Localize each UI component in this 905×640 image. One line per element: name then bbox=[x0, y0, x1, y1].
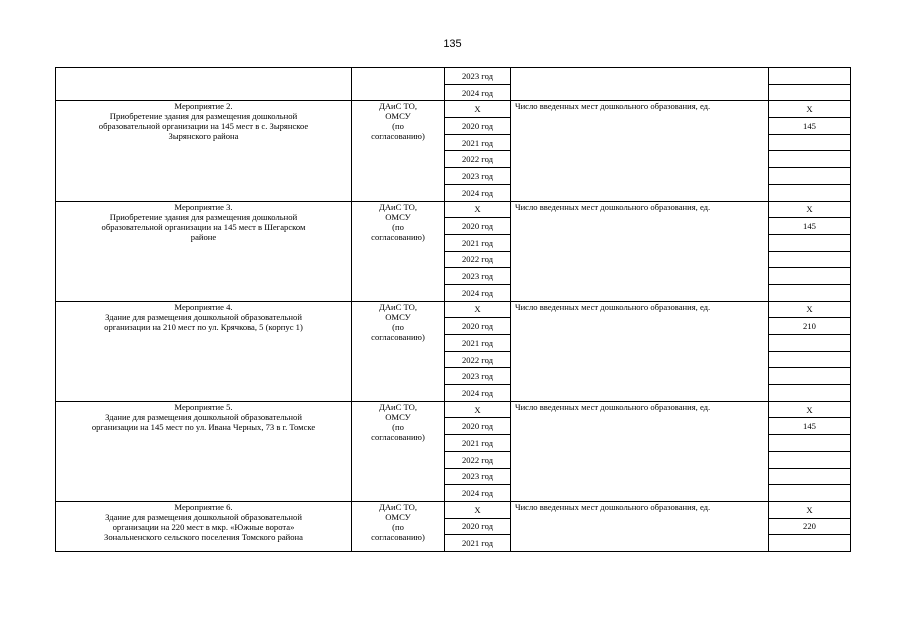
table-row bbox=[56, 301, 851, 318]
value-cell bbox=[769, 385, 851, 402]
table-row bbox=[56, 201, 851, 218]
executor-line: ДАиС ТО, bbox=[378, 101, 418, 112]
year-cell: 2023 год bbox=[445, 268, 511, 285]
executor-line: согласованию) bbox=[371, 531, 425, 542]
year-cell: 2022 год bbox=[445, 451, 511, 468]
value-cell: Х bbox=[769, 201, 851, 218]
year-cell: Х bbox=[445, 101, 511, 118]
value-cell: 210 bbox=[769, 318, 851, 335]
year-cell: 2020 год bbox=[445, 118, 511, 135]
value-cell bbox=[769, 268, 851, 285]
executor-line: ДАиС ТО, bbox=[378, 201, 418, 212]
executor-cell bbox=[352, 401, 445, 501]
value-cell: 145 bbox=[769, 218, 851, 235]
executor-line: ОМСУ bbox=[385, 211, 411, 222]
measure-description-line: Приобретение здания для размещения дошкольной bbox=[109, 211, 298, 222]
value-cell bbox=[769, 168, 851, 185]
year-cell: Х bbox=[445, 401, 511, 418]
page-number: 135 bbox=[443, 38, 462, 50]
measure-name-cell bbox=[56, 401, 352, 501]
measure-description-line: Здание для размещения дошкольной образовательной bbox=[105, 511, 302, 522]
measure-title: Мероприятие 3. bbox=[174, 201, 233, 212]
executor-line: согласованию) bbox=[371, 231, 425, 242]
table-row bbox=[56, 101, 851, 118]
executor-line: ДАиС ТО, bbox=[378, 501, 418, 512]
year-cell: 2022 год bbox=[445, 251, 511, 268]
executor-line: ОМСУ bbox=[385, 511, 411, 522]
value-cell bbox=[769, 451, 851, 468]
measure-title: Мероприятие 2. bbox=[174, 101, 233, 112]
year-cell: 2024 год bbox=[445, 485, 511, 502]
measure-name-cell bbox=[56, 101, 352, 201]
value-cell bbox=[769, 134, 851, 151]
measure-name-cell bbox=[56, 501, 352, 551]
executor-line: ОМСУ bbox=[385, 311, 411, 322]
year-cell: 2020 год bbox=[445, 218, 511, 235]
year-cell: Х bbox=[445, 201, 511, 218]
indicator-cell: Число введенных мест дошкольного образования, ед. bbox=[511, 201, 769, 301]
indicator-cell bbox=[511, 68, 769, 101]
executor-line: согласованию) bbox=[371, 331, 425, 342]
indicator-cell: Число введенных мест дошкольного образования, ед. bbox=[511, 401, 769, 501]
measure-description-line: Здание для размещения дошкольной образовательной bbox=[105, 411, 302, 422]
year-cell: 2024 год bbox=[445, 385, 511, 402]
measure-name-cell bbox=[56, 301, 352, 401]
measure-description-line: Приобретение здания для размещения дошкольной bbox=[109, 111, 298, 122]
year-cell: 2021 год bbox=[445, 134, 511, 151]
value-cell bbox=[769, 234, 851, 251]
year-cell: Х bbox=[445, 501, 511, 518]
value-cell: Х bbox=[769, 101, 851, 118]
executor-line: ДАиС ТО, bbox=[378, 401, 418, 412]
year-cell: 2021 год bbox=[445, 435, 511, 452]
table-row bbox=[56, 501, 851, 518]
value-cell: Х bbox=[769, 501, 851, 518]
measure-description-line: организации на 210 мест по ул. Крячкова, 5 (корпус 1) bbox=[104, 321, 303, 332]
year-cell: 2021 год bbox=[445, 335, 511, 352]
executor-cell bbox=[352, 101, 445, 201]
executor-line: ОМСУ bbox=[385, 111, 411, 122]
measure-name-cell bbox=[56, 201, 352, 301]
year-cell: 2020 год bbox=[445, 418, 511, 435]
year-cell: 2024 год bbox=[445, 184, 511, 201]
executor-line: ДАиС ТО, bbox=[378, 301, 418, 312]
measure-description-line: Здание для размещения дошкольной образовательной bbox=[105, 311, 302, 322]
executor-line: ОМСУ bbox=[385, 411, 411, 422]
table-row bbox=[56, 68, 851, 85]
measure-description-line: районе bbox=[190, 231, 217, 242]
measure-title: Мероприятие 5. bbox=[174, 401, 233, 412]
year-cell: 2023 год bbox=[445, 468, 511, 485]
year-cell: 2022 год bbox=[445, 151, 511, 168]
value-cell bbox=[769, 468, 851, 485]
value-cell bbox=[769, 184, 851, 201]
executor-cell bbox=[352, 201, 445, 301]
value-cell bbox=[769, 68, 851, 85]
year-cell: 2023 год bbox=[445, 168, 511, 185]
executor-line: (по bbox=[392, 221, 404, 232]
measure-name-cell bbox=[56, 68, 352, 101]
executor-line: (по bbox=[392, 421, 404, 432]
year-cell: 2024 год bbox=[445, 84, 511, 101]
value-cell: 145 bbox=[769, 118, 851, 135]
year-cell: 2021 год bbox=[445, 234, 511, 251]
value-cell bbox=[769, 435, 851, 452]
measure-description-line: образовательной организации на 145 мест в Шегарском bbox=[101, 221, 306, 232]
table-row bbox=[56, 401, 851, 418]
measure-description-line: Зональненского сельского поселения Томского района bbox=[104, 531, 303, 542]
year-cell: 2022 год bbox=[445, 351, 511, 368]
value-cell bbox=[769, 535, 851, 552]
year-cell: 2024 год bbox=[445, 284, 511, 301]
year-cell: 2020 год bbox=[445, 318, 511, 335]
measure-description-line: Зырянского района bbox=[168, 131, 239, 142]
executor-cell bbox=[352, 501, 445, 551]
value-cell bbox=[769, 251, 851, 268]
executor-line: согласованию) bbox=[371, 431, 425, 442]
value-cell bbox=[769, 335, 851, 352]
measure-description-line: организации на 145 мест по ул. Ивана Черных, 73 в г. Томске bbox=[91, 421, 316, 432]
executor-line: (по bbox=[392, 121, 404, 132]
executor-line: (по bbox=[392, 521, 404, 532]
measure-title: Мероприятие 6. bbox=[174, 501, 233, 512]
measure-description-line: организации на 220 мест в мкр. «Южные ворота» bbox=[112, 521, 295, 532]
value-cell: 220 bbox=[769, 518, 851, 535]
value-cell bbox=[769, 284, 851, 301]
year-cell: 2023 год bbox=[445, 68, 511, 85]
value-cell bbox=[769, 485, 851, 502]
indicator-cell: Число введенных мест дошкольного образования, ед. bbox=[511, 301, 769, 401]
indicator-cell: Число введенных мест дошкольного образования, ед. bbox=[511, 501, 769, 551]
executor-cell bbox=[352, 68, 445, 101]
measure-title: Мероприятие 4. bbox=[174, 301, 233, 312]
executor-line: согласованию) bbox=[371, 131, 425, 142]
measure-description-line: образовательной организации на 145 мест в с. Зырянское bbox=[98, 121, 309, 132]
value-cell bbox=[769, 84, 851, 101]
executor-cell bbox=[352, 301, 445, 401]
measures-table bbox=[55, 67, 851, 552]
value-cell: Х bbox=[769, 301, 851, 318]
year-cell: Х bbox=[445, 301, 511, 318]
value-cell: 145 bbox=[769, 418, 851, 435]
indicator-cell: Число введенных мест дошкольного образования, ед. bbox=[511, 101, 769, 201]
value-cell bbox=[769, 351, 851, 368]
year-cell: 2023 год bbox=[445, 368, 511, 385]
value-cell bbox=[769, 151, 851, 168]
value-cell: Х bbox=[769, 401, 851, 418]
year-cell: 2020 год bbox=[445, 518, 511, 535]
executor-line: (по bbox=[392, 321, 404, 332]
year-cell: 2021 год bbox=[445, 535, 511, 552]
value-cell bbox=[769, 368, 851, 385]
